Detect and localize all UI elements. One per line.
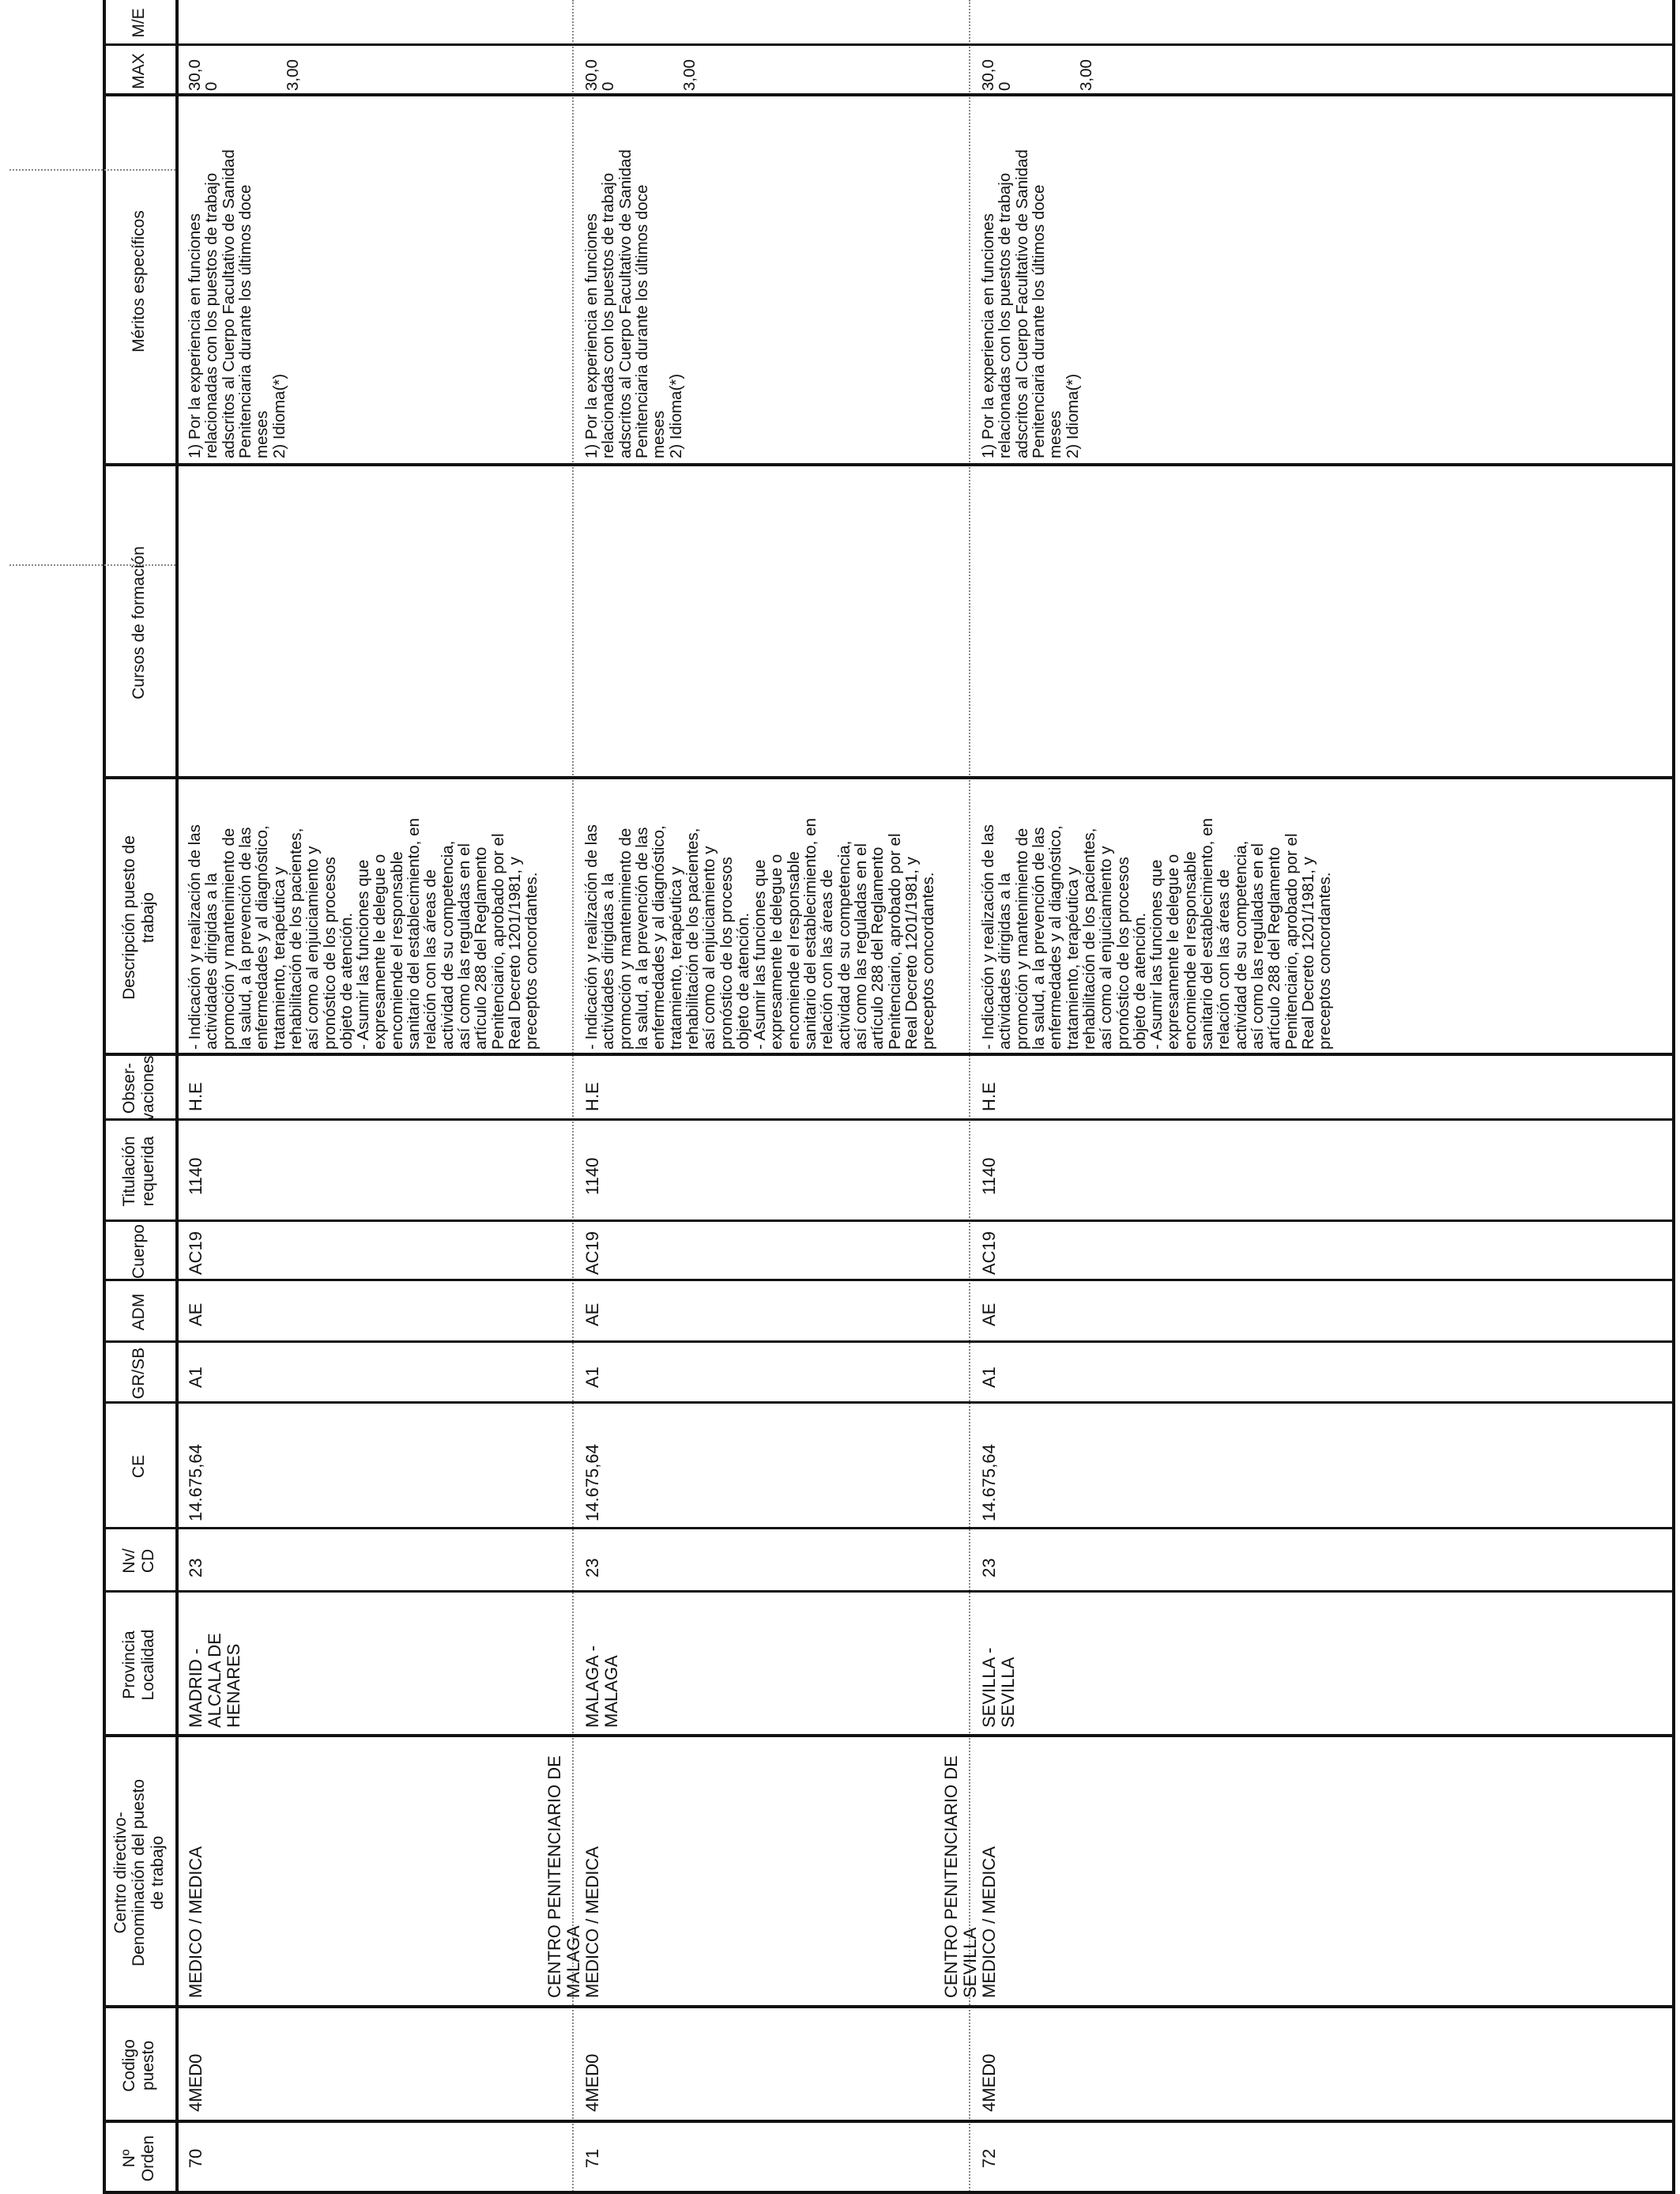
header-titulacion: Titulación requerida <box>120 1136 157 1207</box>
table-row-70-cuerpo: AC19 <box>186 1231 205 1275</box>
table-row-71-ce: 14.675,64 <box>582 1444 602 1521</box>
table-row-71-provincia: MALAGA - MALAGA <box>582 1646 622 1728</box>
table-row-70-provincia: MADRID - ALCALA DE HENARES <box>186 1633 244 1728</box>
table-row-70-descripcion: - Indicación y realización de las actividades dirigidas a la promoción y mantenimiento de la salud, a la prevención de las enfermedades y al diagnóstico, tratamiento, terapéutica y rehabilitación de los pacientes, así como al enjuiciamiento y pronóstico de los procesos objeto de atención. - Asumir las funciones que expresamente le delegue o encomiende el responsable sanitario del establecimiento, en relación con las áreas de actividad de su competencia, así como las reguladas en el artículo 288 del Reglamento Penitenciario, aprobado por el Real Decreto 1201/1981, y preceptos concordantes. <box>186 818 541 1050</box>
table-row-72-titulacion: 1140 <box>979 1157 999 1195</box>
table-row-71-orden: 71 <box>582 2148 602 2169</box>
col-sep-me <box>103 43 1672 46</box>
table-row-71-adm: AE <box>582 1302 602 1326</box>
table-row-70-ce: 14.675,64 <box>186 1444 205 1521</box>
table-row-71-meritos: 1) Por la experiencia en funciones relacionadas con los puestos de trabajo adscritos al Cuerpo Facultativo de Sanidad Penitenciaria durante los últimos doce meses 2) Idioma(*) <box>582 149 685 458</box>
table-row-72-meritos: 1) Por la experiencia en funciones relacionadas con los puestos de trabajo adscritos al Cuerpo Facultativo de Sanidad Penitenciaria durante los últimos doce meses 2) Idioma(*) <box>979 149 1082 458</box>
table-row-72-nivel: 23 <box>979 1558 999 1578</box>
table-row-71-grupo: A1 <box>582 1367 602 1388</box>
table-row-72-observaciones: H.E <box>979 1082 999 1111</box>
table-row-70-orden: 70 <box>186 2148 205 2169</box>
header-grupo: GR/SB <box>130 1347 149 1400</box>
header-provincia: Provincia Localidad <box>120 1629 157 1701</box>
header-divider <box>175 0 179 2194</box>
table-row-72-adm: AE <box>979 1302 999 1326</box>
table-row-72-ce: 14.675,64 <box>979 1444 999 1521</box>
col-sep-centro <box>103 2005 1672 2008</box>
table-row-70-max-experiencia: 30,0 0 <box>186 59 221 91</box>
header-cuerpo: Cuerpo <box>130 1224 149 1279</box>
table-row-70-titulacion: 1140 <box>186 1157 205 1195</box>
table-row-72-cuerpo: AC19 <box>979 1231 999 1275</box>
table-row-72-grupo: A1 <box>979 1367 999 1388</box>
header-me: M/E <box>130 8 149 38</box>
header-orden: Nº Orden <box>120 2135 157 2182</box>
table-row-70-grupo: A1 <box>186 1367 205 1388</box>
col-sep-nivel <box>103 1590 1672 1593</box>
col-sep-cuerpo <box>103 1279 1672 1281</box>
table-row-71-denominacion: MEDICO / MEDICA <box>582 1846 602 1998</box>
header-nivel: Nv/ CD <box>120 1548 157 1574</box>
table-row-70-denominacion: MEDICO / MEDICA <box>186 1846 205 1998</box>
col-sep-provincia <box>103 1734 1672 1737</box>
col-sep-meritos <box>103 463 1672 466</box>
col-sep-titulacion <box>103 1220 1672 1222</box>
col-sep-descripcion <box>103 1053 1672 1056</box>
header-adm: ADM <box>130 1293 149 1331</box>
header-max: MAX <box>130 53 149 89</box>
table-row-72-centro-title: CENTRO PENITENCIARIO DE SEVILLA <box>941 1755 981 1998</box>
col-sep-adm <box>103 1340 1672 1343</box>
table-bottom-border <box>1672 0 1675 2194</box>
table-row-71-max-idioma: 3,00 <box>680 59 699 91</box>
table-row-71-max-experiencia: 30,0 0 <box>582 59 618 91</box>
col-sep-grupo <box>103 1401 1672 1404</box>
col-sep-orden <box>103 2191 1672 2194</box>
table-row-70-observaciones: H.E <box>186 1082 205 1111</box>
header-ce: CE <box>130 1454 149 1479</box>
table-row-72-denominacion: MEDICO / MEDICA <box>979 1846 999 1998</box>
col-sep-max <box>103 93 1672 96</box>
table-row-71-titulacion: 1140 <box>582 1157 602 1195</box>
table-row-70-nivel: 23 <box>186 1558 205 1578</box>
col-sep-observaciones <box>103 1118 1672 1121</box>
table-row-70-codigo: 4MED0 <box>186 2053 205 2112</box>
table-row-72-codigo: 4MED0 <box>979 2053 999 2112</box>
table-row-71-cuerpo: AC19 <box>582 1231 602 1275</box>
table-row-72-max-idioma: 3,00 <box>1077 59 1095 91</box>
table-row-72-max-experiencia: 30,0 0 <box>979 59 1015 91</box>
header-descripcion: Descripción puesto de trabajo <box>120 835 157 1000</box>
table-row-70-meritos: 1) Por la experiencia en funciones relacionadas con los puestos de trabajo adscritos al Cuerpo Facultativo de Sanidad Penitenciaria durante los últimos doce meses 2) Idioma(*) <box>186 149 288 458</box>
table-row-72-orden: 72 <box>979 2148 999 2169</box>
table-row-70-max-idioma: 3,00 <box>284 59 302 91</box>
header-meritos: Méritos específicos <box>130 210 149 352</box>
table-row-72-provincia: SEVILLA - SEVILLA <box>979 1647 1019 1728</box>
col-sep-codigo <box>103 2120 1672 2123</box>
table-row-71-observaciones: H.E <box>582 1082 602 1111</box>
table-row-71-codigo: 4MED0 <box>582 2053 602 2112</box>
header-centro: Centro directivo- Denominación del puesto de trabajo <box>111 1779 167 1966</box>
header-codigo: Codigo puesto <box>120 2039 157 2092</box>
table-row-70-adm: AE <box>186 1302 205 1326</box>
table-row-71-nivel: 23 <box>582 1558 602 1578</box>
header-cursos: Cursos de formación <box>130 546 149 699</box>
table-row-72-descripcion: - Indicación y realización de las actividades dirigidas a la promoción y mantenimiento de la salud, a la prevención de las enfermedades y al diagnóstico, tratamiento, terapéutica y rehabilitación de los pacientes, así como al enjuiciamiento y pronóstico de los procesos objeto de atención. - Asumir las funciones que expresamente le delegue o encomiende el responsable sanitario del establecimiento, en relación con las áreas de actividad de su competencia, así como las reguladas en el artículo 288 del Reglamento Penitenciario, aprobado por el Real Decreto 1201/1981, y preceptos concordantes. <box>979 818 1335 1050</box>
col-sep-cursos <box>103 776 1672 779</box>
table-row-71-centro-title: CENTRO PENITENCIARIO DE MALAGA <box>544 1755 584 1998</box>
table-row-71-descripcion: - Indicación y realización de las actividades dirigidas a la promoción y mantenimiento de la salud, a la prevención de las enfermedades y al diagnóstico, tratamiento, terapéutica y rehabilitación de los pacientes, así como al enjuiciamiento y pronóstico de los procesos objeto de atención. - Asumir las funciones que expresamente le delegue o encomiende el responsable sanitario del establecimiento, en relación con las áreas de actividad de su competencia, así como las reguladas en el artículo 288 del Reglamento Penitenciario, aprobado por el Real Decreto 1201/1981, y preceptos concordantes. <box>582 818 938 1050</box>
header-observaciones: Obser- vaciones <box>120 1055 157 1122</box>
col-sep-ce <box>103 1527 1672 1529</box>
